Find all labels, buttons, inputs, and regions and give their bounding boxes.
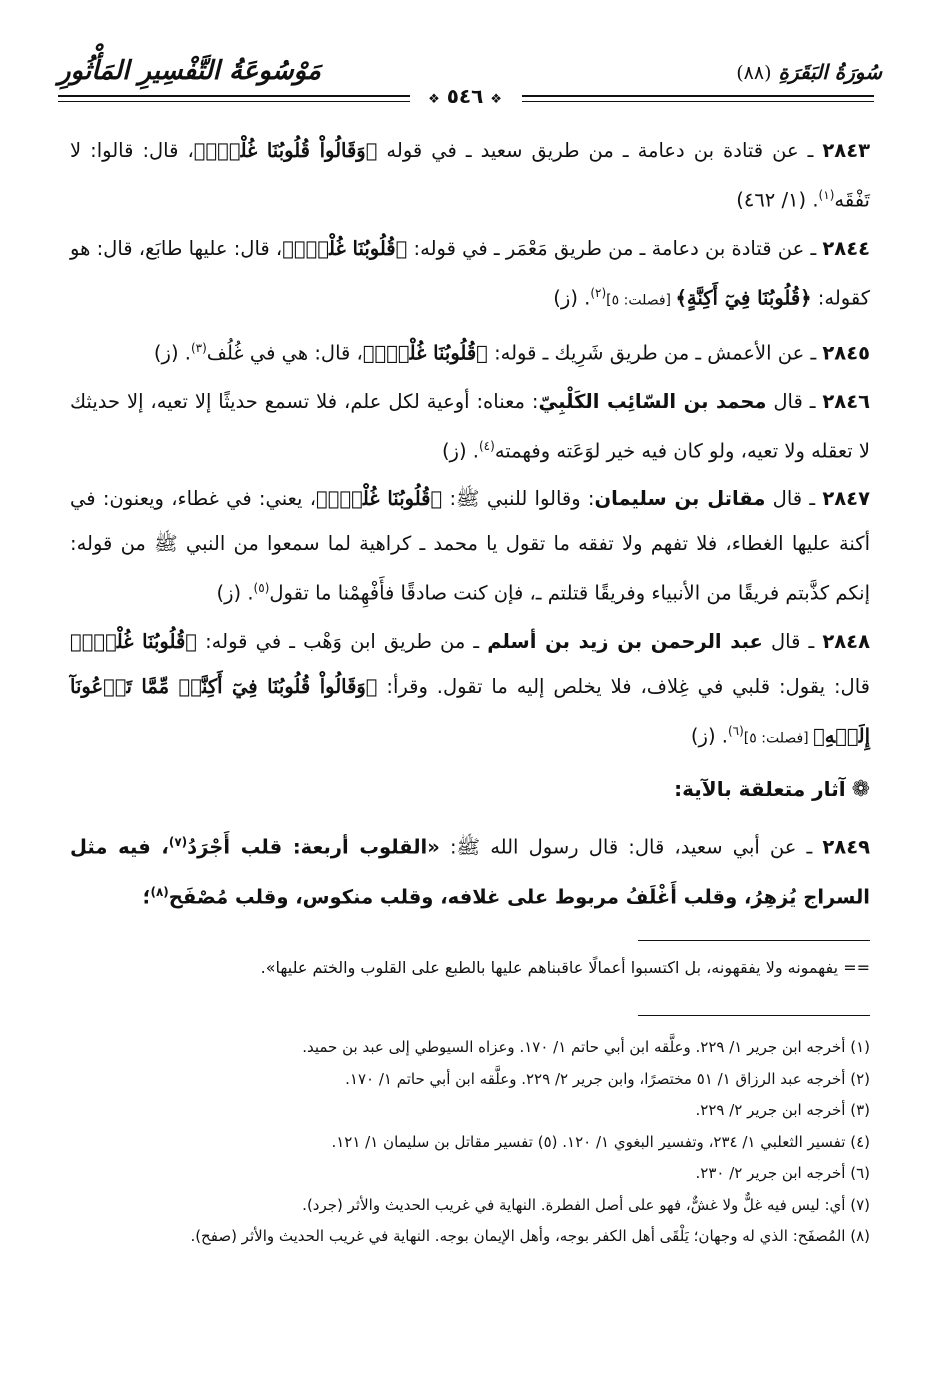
entry-text: ـ قال [762, 629, 823, 653]
footnote-ref[interactable]: (٤) [478, 438, 495, 453]
entry-text: : وقالوا للنبي ﷺ: [442, 487, 595, 510]
entry-text: . (ز) [441, 439, 479, 462]
footnote-continuation: == يفهمونه ولا يفقهونه، بل اكتسبوا أعمالًا عاقبناهم عليها بالطبع على القلوب والختم عليها». [260, 958, 870, 977]
entry-text: ـ قال [766, 389, 823, 413]
entry-2843 [70, 128, 870, 223]
main-text [70, 128, 870, 922]
hadith-text: ، فيه مثل السراج يُزهِرُ، وقلب أَغْلَفُ مربوط على غلافه، وقلب منكوس، وقلب مُصْفَح [70, 835, 870, 908]
entry-2846 [70, 379, 870, 474]
entry-text: ، يعني: في غطاء، ويعنون: في أكنة عليها الغطاء، فلا تفهم ولا تفقه ما تقول يا محمد ـ كراهية لما سمعوا من النبي ﷺ من قوله: إنكم كذَّبتم فريقًا من الأنبياء وفريقًا قتلتم ـ، فإن كنت صادقًا فأَفْهِمْنا ما تقول [70, 487, 870, 605]
surah-name: سُورَةُ البَقَرَةِ [778, 60, 882, 84]
quran-quote: ﴿قُلُوبُنَا غُلْفُۢ﴾ [70, 629, 197, 653]
entry-text: ـ عن أبي سعيد، قال: قال رسول الله ﷺ: [439, 835, 823, 859]
page-number [418, 84, 512, 108]
footnote-ref[interactable]: (٢) [590, 285, 607, 300]
entry-text: . (ز) [553, 286, 591, 309]
footnote: (٦) أخرجه ابن جرير ٢/ ٢٣٠. [695, 1164, 870, 1182]
quran-quote: ﴿وَقَالُواْ قُلُوبُنَا غُلْفُۢ﴾ [193, 139, 378, 162]
entry-text: . (ز) [690, 724, 728, 747]
entry-number: ٢٨٤٤ [822, 236, 870, 260]
entry-2849 [70, 820, 870, 919]
entry-2848 [70, 619, 870, 762]
entry-text: ـ قال [765, 487, 823, 510]
entry-text: : معناه: أوعية لكل علم، فلا تسمع حديثًا إلا تعيه، إلا حديثك لا تعقله ولا تعيه، ولو كان فيه خير لوَعَته وفهمته [70, 389, 870, 462]
footnote-ref[interactable]: (٥) [253, 581, 270, 595]
footnote: (٧) أي: ليس فيه غلٌّ ولا غشٌّ، فهو على أصل الفطرة. النهاية في غريب الحديث والأثر (جرد). [302, 1195, 870, 1214]
footnote-separator [638, 1015, 870, 1016]
entry-text: ، قال: عليها طابَع، قال: هو كقوله: [70, 236, 870, 309]
entry-number: ٢٨٤٣ [822, 139, 870, 162]
section-heading [70, 767, 870, 812]
ornament-icon: ❖ [428, 92, 440, 107]
footnote-ref[interactable]: (٣) [190, 341, 207, 355]
narrator-name: عبد الرحمن بن زيد بن أسلم [487, 629, 763, 653]
section-heading-text: آثار متعلقة بالآية: [674, 777, 846, 801]
book-title: مَوْسُوعَةُ التَّفْسِيرِ المَأْثُورِ [58, 56, 321, 86]
footnote: (٤) تفسير الثعلبي ١/ ٢٣٤، وتفسير البغوي ١/ ١٢٠. (٥) تفسير مقاتل بن سليمان ١/ ١٢١. [331, 1132, 870, 1151]
header-rule-left [58, 95, 410, 102]
quran-quote: ﴿قُلُوبُنَا غُلْفُۢ﴾ [282, 236, 408, 260]
footnote: (٨) المُصفَح: الذي له وجهان؛ يَلْقَى أهل الكفر بوجه، وأهل الإيمان بوجه. النهاية في غريب الحديث والأثر (صفح). [190, 1227, 870, 1245]
entry-number: ٢٨٤٨ [822, 629, 870, 653]
surah-number: (٨٨) [736, 62, 772, 84]
entry-number: ٢٨٤٩ [822, 835, 870, 859]
entry-text: ، قال: قالوا: لا تَفْقَه [70, 139, 870, 212]
page-number-value: ٥٤٦ [446, 84, 484, 108]
entry-text: قال: يقول: قلبي في غِلاف، فلا يخلص إليه ما تقول. وقرأ: [377, 674, 870, 698]
narrator-name: مقاتل بن سليمان [594, 487, 766, 510]
entry-number: ٢٨٤٦ [822, 389, 870, 413]
surah-title [736, 60, 882, 84]
flower-ornament-icon: ❁ [851, 777, 870, 802]
entry-2845 [70, 326, 870, 376]
footnote-ref[interactable]: (٦) [727, 723, 744, 738]
footnote: (١) أخرجه ابن جرير ١/ ٢٢٩. وعلَّقه ابن أبي حاتم ١/ ١٧٠. وعزاه السيوطي إلى عبد بن حميد. [302, 1038, 870, 1056]
quran-quote: ﴿قُلُوبُنَا فِيٓ أَكِنَّةٍ﴾ [675, 286, 812, 309]
entry-text: ـ عن الأعمش ـ من طريق شَرِيك ـ قوله: [487, 341, 823, 365]
entry-text: . (ز) [153, 341, 191, 365]
entry-2844 [70, 226, 870, 324]
entry-number: ٢٨٤٥ [822, 341, 870, 365]
header-rule [58, 84, 874, 109]
footnote: (٢) أخرجه عبد الرزاق ١/ ٥١ مختصرًا، وابن جرير ٢/ ٢٢٩. وعلَّقه ابن أبي حاتم ١/ ١٧٠. [345, 1069, 870, 1088]
entry-text: ؛ [142, 885, 151, 908]
footnote-ref[interactable]: (١) [818, 188, 835, 202]
quran-quote: ﴿وَقَالُواْ قُلُوبُنَا فِيٓ أَكِنَّةٖ مِّمَّا تَدۡعُونَآ إِلَيۡهِ﴾ [70, 674, 870, 747]
footnote-ref[interactable]: (٧) [168, 835, 188, 849]
footnote-separator [638, 940, 870, 941]
footnotes [66, 1032, 870, 1253]
narrator-name: محمد بن السّائِب الكَلْبِيّ [538, 389, 767, 413]
entry-text: ـ من طريق ابن وَهْب ـ في قوله: [196, 629, 488, 653]
entry-text: ـ عن قتادة بن دعامة ـ من طريق مَعْمَر ـ في قوله: [407, 236, 823, 260]
hadith-text: «القلوب أربعة: قلب أَجْرَدُ [187, 835, 440, 859]
entry-2847 [70, 476, 870, 616]
surah-reference: [فصلت: ٥] [743, 730, 814, 746]
footnote: (٣) أخرجه ابن جرير ٢/ ٢٢٩. [695, 1101, 870, 1119]
header-rule-right [522, 95, 874, 102]
quran-quote: ﴿قُلُوبُنَا غُلْفُۢ﴾ [362, 341, 488, 365]
footnote-ref[interactable]: (٨) [150, 884, 169, 899]
entry-text: ـ عن قتادة بن دعامة ـ من طريق سعيد ـ في قوله [377, 139, 823, 162]
entry-text: ، قال: هي في غُلُف [206, 341, 363, 365]
quran-quote: ﴿قُلُوبُنَا غُلْفُۢ﴾ [316, 487, 443, 510]
entry-text: . (١/ ٤٦٢) [736, 188, 819, 212]
surah-reference: [فصلت: ٥] [606, 292, 676, 308]
entry-number: ٢٨٤٧ [822, 487, 870, 510]
ornament-icon: ❖ [490, 92, 502, 107]
entry-text: . (ز) [216, 581, 254, 605]
